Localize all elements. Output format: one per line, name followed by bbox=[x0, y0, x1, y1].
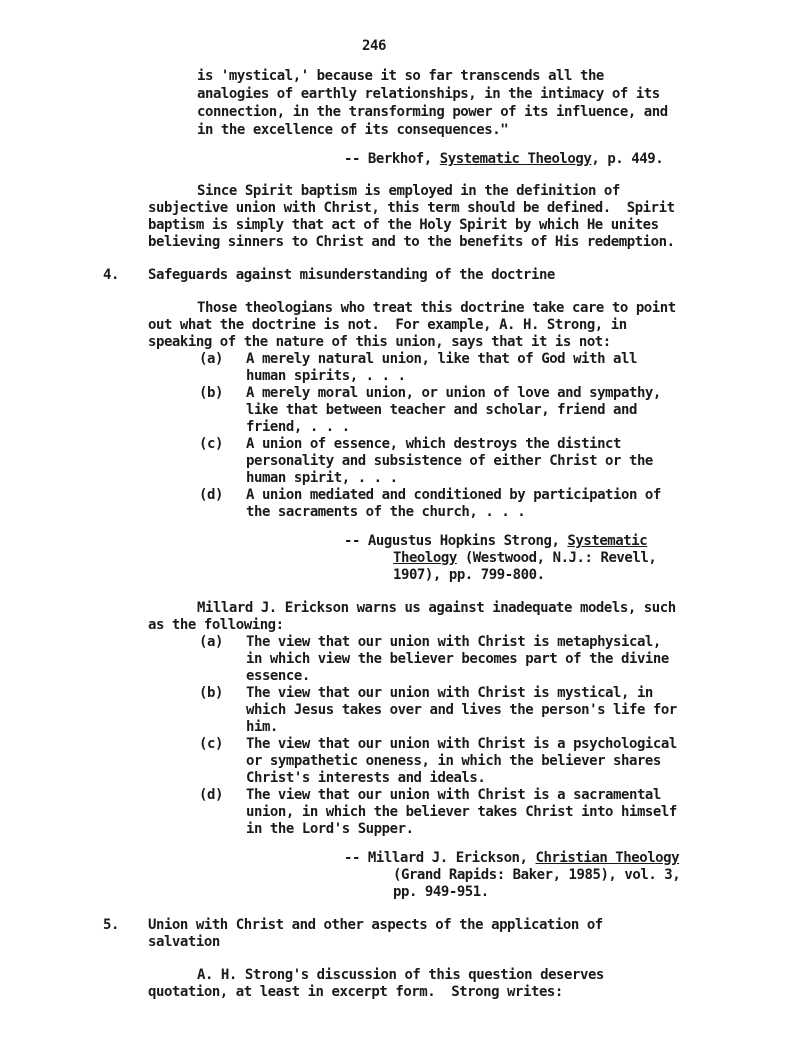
list-item-line: him. bbox=[246, 719, 278, 735]
list-item-line: the sacraments of the church, . . . bbox=[246, 504, 526, 520]
list-item-line: in the Lord's Supper. bbox=[246, 821, 414, 837]
list-item-line: human spirit, . . . bbox=[246, 470, 398, 486]
erickson-citation-line3: pp. 949-951. bbox=[393, 884, 489, 900]
list-item-line: The view that our union with Christ is mystical, in bbox=[246, 685, 653, 701]
list-item-line: friend, . . . bbox=[246, 419, 350, 435]
paragraph-line: subjective union with Christ, this term should be defined. Spirit bbox=[148, 200, 675, 216]
paragraph-line: Millard J. Erickson warns us against inadequate models, such bbox=[197, 600, 676, 616]
citation-prefix: -- Berkhof, bbox=[344, 151, 440, 167]
erickson-citation-line2: (Grand Rapids: Baker, 1985), vol. 3, bbox=[393, 867, 681, 883]
list-label: (a) bbox=[199, 351, 223, 367]
paragraph-line: A. H. Strong's discussion of this question deserves bbox=[197, 967, 604, 983]
paragraph-line: baptism is simply that act of the Holy Spirit by which He unites bbox=[148, 217, 659, 233]
list-label: (d) bbox=[199, 787, 223, 803]
list-label: (d) bbox=[199, 487, 223, 503]
paragraph-line: out what the doctrine is not. For example, A. H. Strong, in bbox=[148, 317, 627, 333]
citation-prefix: -- Millard J. Erickson, bbox=[344, 850, 536, 866]
paragraph-line: Those theologians who treat this doctrine take care to point bbox=[197, 300, 676, 316]
list-item-line: or sympathetic oneness, in which the believer shares bbox=[246, 753, 661, 769]
paragraph-line: Since Spirit baptism is employed in the definition of bbox=[197, 183, 620, 199]
list-item-line: The view that our union with Christ is metaphysical, bbox=[246, 634, 661, 650]
strong-citation bbox=[344, 533, 647, 550]
quote-line: analogies of earthly relationships, in the intimacy of its bbox=[197, 86, 660, 102]
quote-line: in the excellence of its consequences." bbox=[197, 122, 509, 138]
erickson-citation bbox=[344, 850, 679, 867]
paragraph-line: believing sinners to Christ and to the benefits of His redemption. bbox=[148, 234, 675, 250]
list-item-line: The view that our union with Christ is a sacramental bbox=[246, 787, 661, 803]
list-item-line: Christ's interests and ideals. bbox=[246, 770, 486, 786]
citation-title: Systematic bbox=[567, 533, 648, 549]
list-item-line: in which view the believer becomes part of the divine bbox=[246, 651, 669, 667]
citation-suffix: , p. 449. bbox=[591, 151, 664, 167]
list-label: (a) bbox=[199, 634, 223, 650]
list-label: (c) bbox=[199, 436, 223, 452]
berkhof-citation bbox=[344, 151, 663, 168]
citation-prefix: -- Augustus Hopkins Strong, bbox=[344, 533, 568, 549]
section-number: 5. bbox=[103, 917, 119, 933]
strong-citation-line2 bbox=[393, 550, 656, 567]
list-item-line: A union of essence, which destroys the distinct bbox=[246, 436, 621, 452]
list-item-line: A union mediated and conditioned by participation of bbox=[246, 487, 661, 503]
section-heading: Safeguards against misunderstanding of the doctrine bbox=[148, 267, 555, 283]
quote-line: is 'mystical,' because it so far transcends all the bbox=[197, 68, 604, 84]
section-number: 4. bbox=[103, 267, 119, 283]
quote-line: connection, in the transforming power of its influence, and bbox=[197, 104, 668, 120]
list-item-line: The view that our union with Christ is a psychological bbox=[246, 736, 677, 752]
page-number: 246 bbox=[362, 38, 386, 54]
list-item-line: personality and subsistence of either Christ or the bbox=[246, 453, 653, 469]
section-heading: Union with Christ and other aspects of the application of bbox=[148, 917, 603, 933]
list-item-line: which Jesus takes over and lives the person's life for bbox=[246, 702, 677, 718]
citation-title: Systematic Theology bbox=[439, 151, 592, 167]
paragraph-line: speaking of the nature of this union, says that it is not: bbox=[148, 334, 611, 350]
citation-title: Theology bbox=[393, 550, 457, 566]
list-label: (b) bbox=[199, 385, 223, 401]
citation-title: Christian Theology bbox=[535, 850, 680, 866]
strong-citation-line3: 1907), pp. 799-800. bbox=[393, 567, 545, 583]
list-item-line: essence. bbox=[246, 668, 310, 684]
list-item-line: like that between teacher and scholar, friend and bbox=[246, 402, 637, 418]
citation-publisher: (Westwood, N.J.: Revell, bbox=[456, 550, 657, 566]
section-heading: salvation bbox=[148, 934, 220, 950]
list-item-line: human spirits, . . . bbox=[246, 368, 406, 384]
list-label: (c) bbox=[199, 736, 223, 752]
paragraph-line: quotation, at least in excerpt form. Strong writes: bbox=[148, 984, 563, 1000]
paragraph-line: as the following: bbox=[148, 617, 284, 633]
list-item-line: union, in which the believer takes Christ into himself bbox=[246, 804, 677, 820]
list-item-line: A merely moral union, or union of love and sympathy, bbox=[246, 385, 661, 401]
list-item-line: A merely natural union, like that of God with all bbox=[246, 351, 637, 367]
list-label: (b) bbox=[199, 685, 223, 701]
